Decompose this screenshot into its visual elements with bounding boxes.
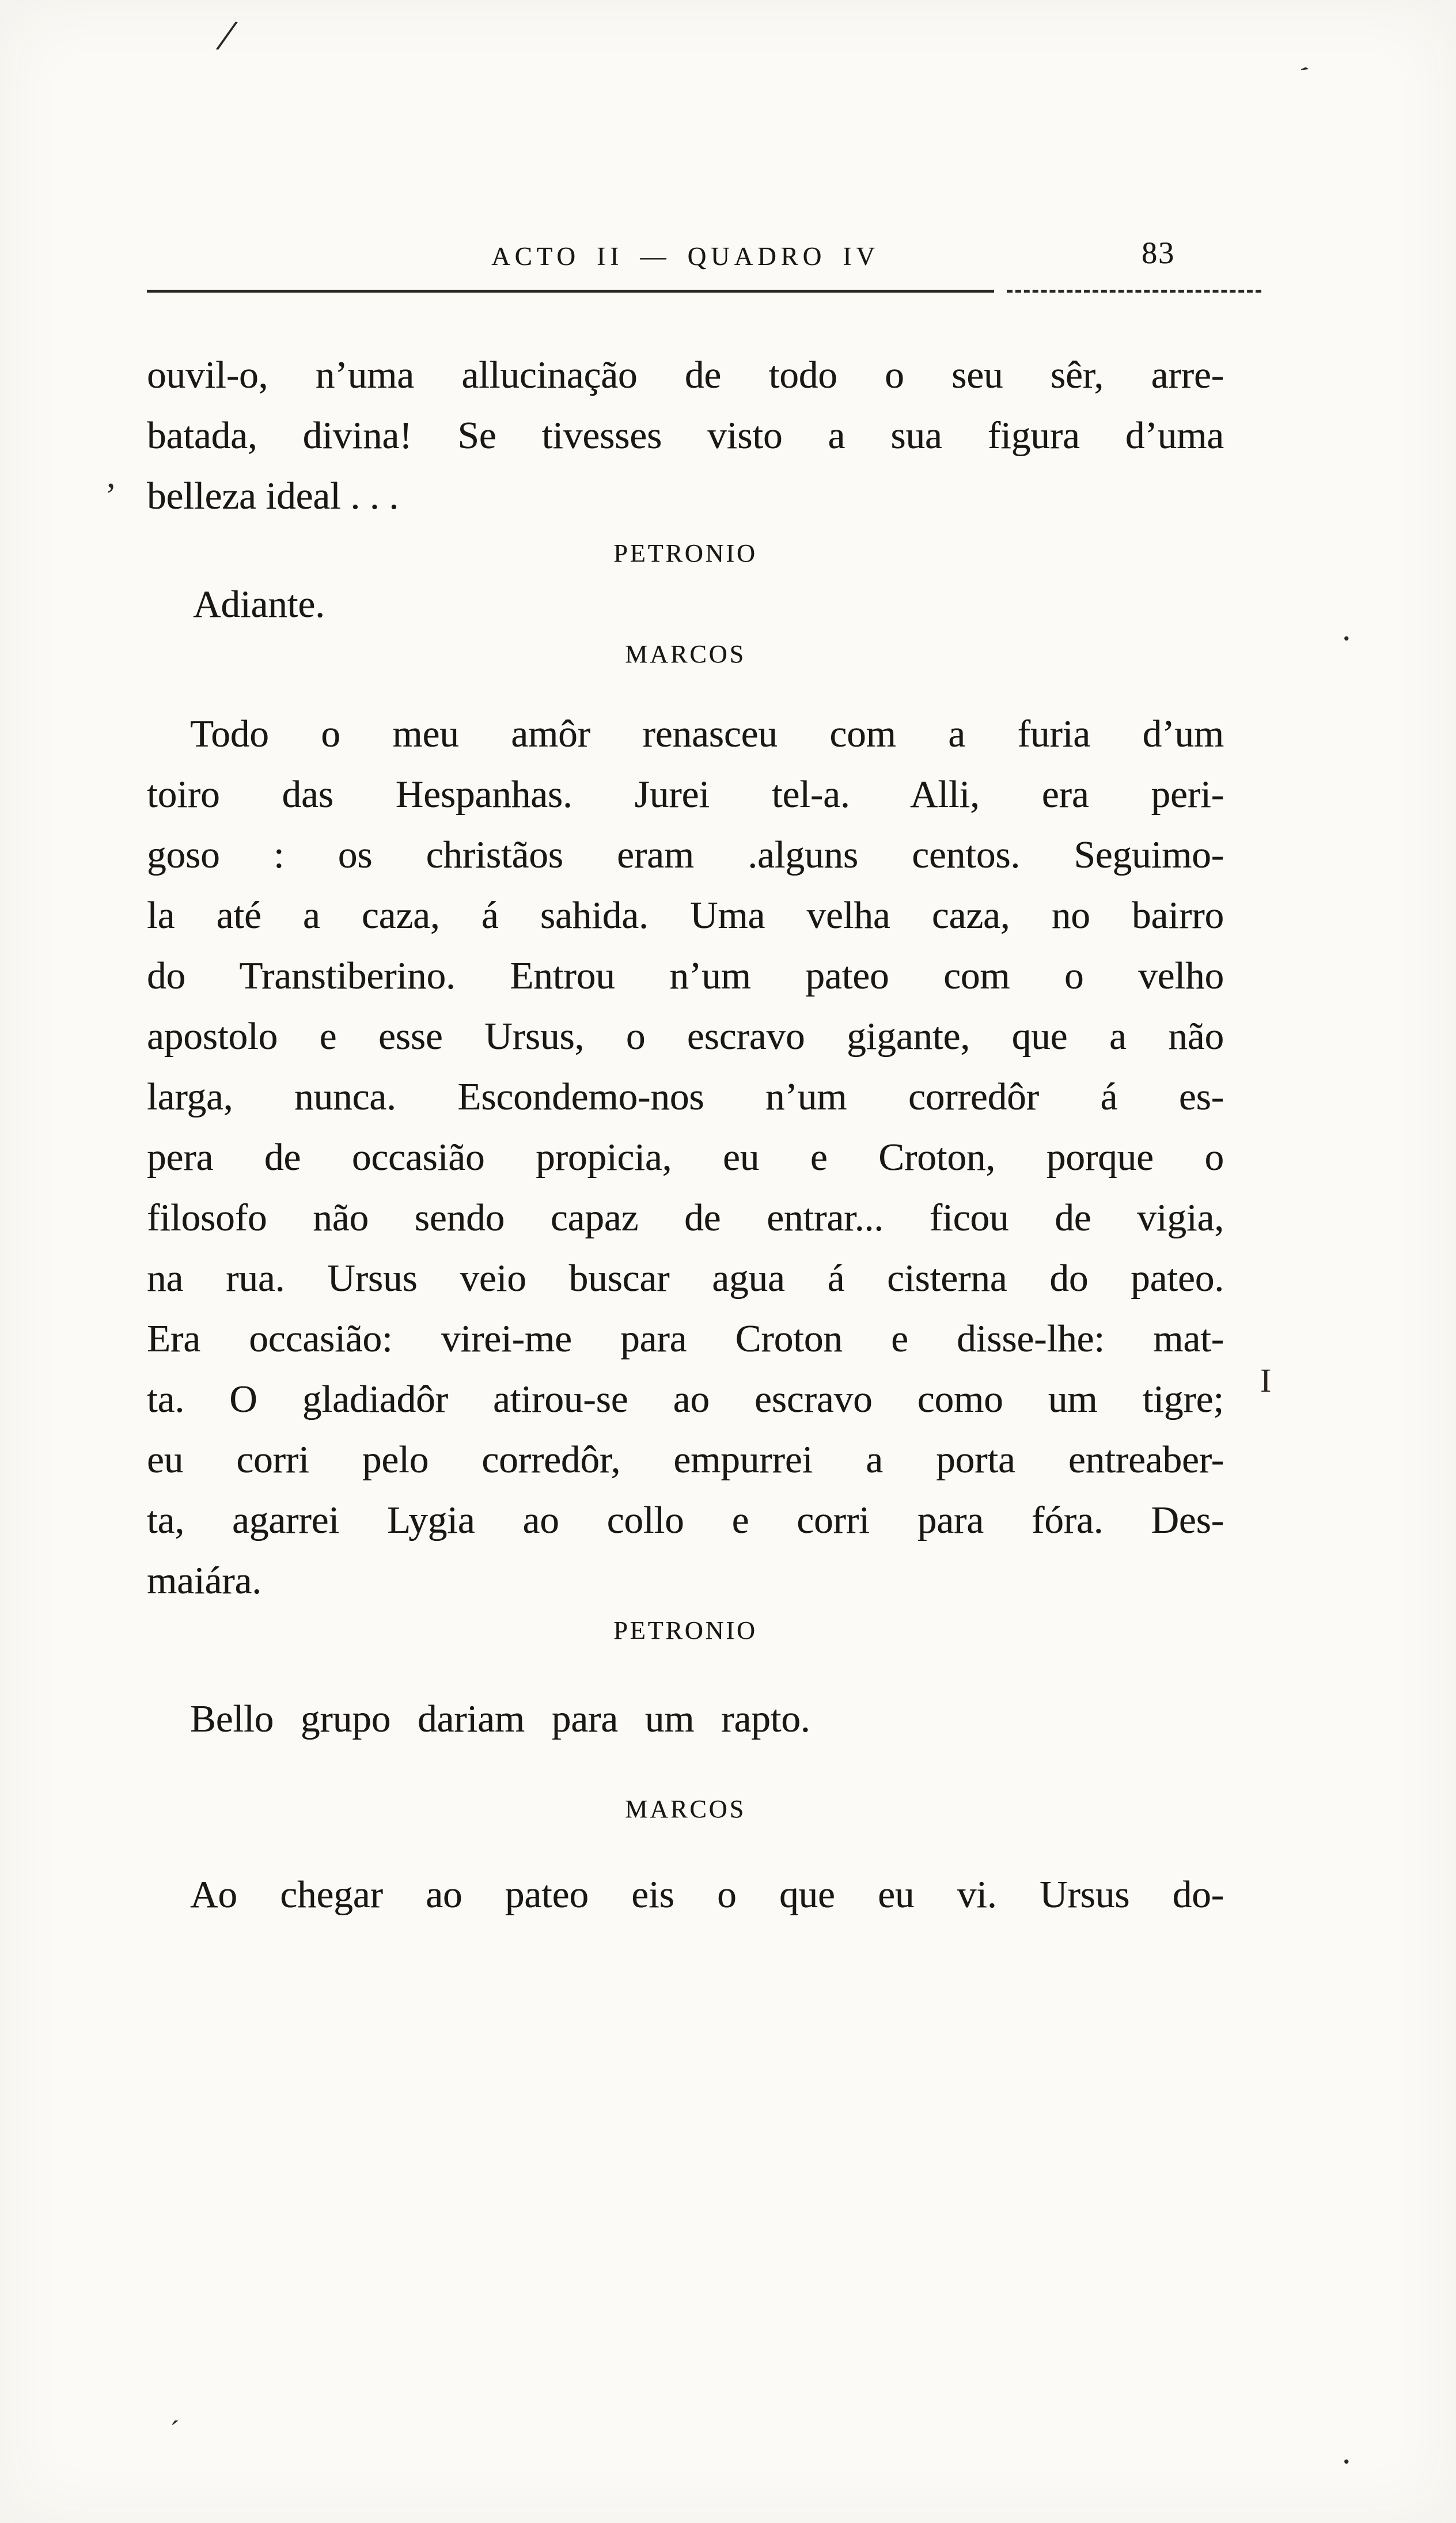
scan-artifact: / (217, 9, 236, 61)
header-title: ACTO II — QUADRO IV (491, 242, 879, 271)
text-line: na rua. Ursus veio buscar agua á cisterna do pateo. (147, 1257, 1224, 1300)
scan-artifact: ´ (1287, 60, 1313, 94)
text-line: batada, divina! Se tivesses visto a sua figura d’uma (147, 414, 1224, 457)
dialogue-line: Adiante. (193, 583, 325, 626)
text-line: pera de occasião propicia, eu e Croton, porque o (147, 1136, 1224, 1179)
text-line: apostolo e esse Ursus, o escravo gigante, que a não (147, 1015, 1224, 1058)
text-line: Todo o meu amôr renasceu com a furia d’um (190, 713, 1224, 755)
header-rule (147, 290, 1261, 294)
text-line: do Transtiberino. Entrou n’um pateo com o velho (147, 954, 1224, 997)
page-number: 83 (1142, 236, 1175, 270)
text-line: Era occasião: virei-me para Croton e disse-lhe: mat- (147, 1317, 1224, 1360)
text-line: larga, nunca. Escondemo-nos n’um corredôr á es- (147, 1075, 1224, 1118)
speaker-heading-marcos: MARCOS (625, 640, 746, 668)
text-line: ouvil-o, n’uma allucinação de todo o seu sêr, arre- (147, 354, 1224, 396)
speaker-heading-petronio: PETRONIO (613, 539, 757, 567)
scan-artifact: . (1342, 609, 1351, 648)
scan-artifact: , (107, 456, 116, 495)
text-line: goso : os christãos eram .alguns centos. Seguimo- (147, 834, 1224, 876)
header-rule-dashed (1007, 290, 1261, 293)
speaker-heading-marcos: MARCOS (625, 1795, 746, 1823)
paragraph-marcos-speech (147, 704, 1224, 1611)
text-line: maiára. (147, 1559, 262, 1602)
running-header (147, 236, 1224, 274)
header-rule-solid (147, 290, 994, 293)
speaker-heading-petronio: PETRONIO (613, 1616, 757, 1645)
text-line: eu corri pelo corredôr, empurrei a porta entreaber- (147, 1438, 1224, 1481)
text-line: la até a caza, á sahida. Uma velha caza, no bairro (147, 894, 1224, 937)
text-column (147, 236, 1224, 1925)
scan-artifact: I (1260, 1362, 1272, 1399)
text-line: ta. O gladiadôr atirou-se ao escravo como um tigre; (147, 1378, 1224, 1420)
scan-artifact: ´ (170, 2415, 180, 2447)
dialogue-line: Bello grupo dariam para um rapto. (190, 1698, 810, 1740)
dialogue-line: Ao chegar ao pateo eis o que eu vi. Ursus do- (190, 1873, 1224, 1916)
text-line: belleza ideal . . . (147, 475, 399, 517)
scan-artifact: . (1342, 2432, 1351, 2471)
text-line: ta, agarrei Lygia ao collo e corri para fóra. Des- (147, 1499, 1224, 1541)
text-line: toiro das Hespanhas. Jurei tel-a. Alli, era peri- (147, 773, 1224, 816)
paragraph-continuation (147, 345, 1224, 526)
text-line: filosofo não sendo capaz de entrar... ficou de vigia, (147, 1196, 1224, 1239)
